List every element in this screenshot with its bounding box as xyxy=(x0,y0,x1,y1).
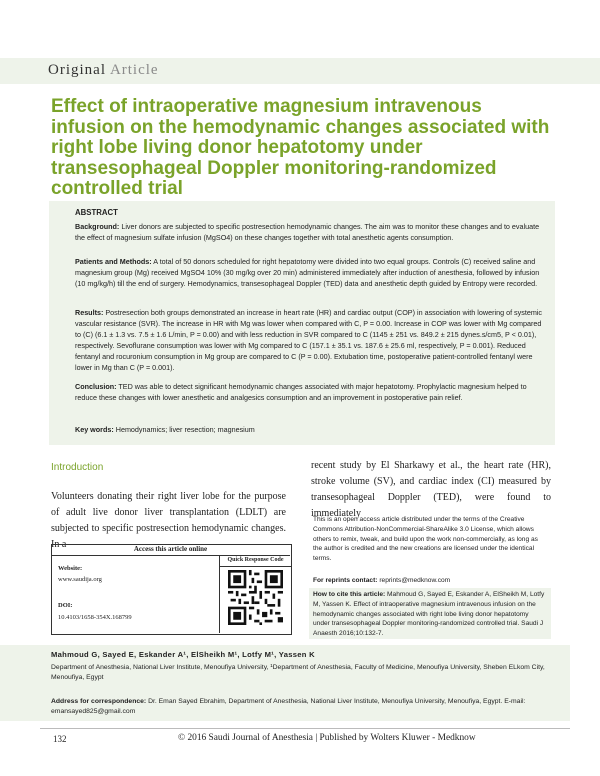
citation xyxy=(313,590,545,639)
website-link[interactable]: www.saudija.org xyxy=(58,576,102,583)
background-text: Liver donors are subjected to specific postresection hemodynamic changes. The aim was to monitor these changes and to evaluate the effect of magnesium sulfate infusion (MgSO4) on these changes together with total anesthetic agents consumption. xyxy=(75,222,540,243)
reprints-contact xyxy=(313,576,545,586)
qr-label: Quick Response Code xyxy=(219,555,291,567)
background-label: Background: xyxy=(75,222,120,231)
citation-text: Mahmoud G, Sayed E, Eskander A, ElSheikh M, Lotfy M, Yassen K. Effect of intraoperative magnesium intravenous infusion on the hemodynamic changes associated with right lobe living donor hepatotomy under transesophageal Doppler monitoring-randomized controlled trial. Saudi J Anaesth 2016;10:132-7. xyxy=(313,591,545,638)
abstract-keywords xyxy=(75,424,548,435)
article-type-first: Original xyxy=(48,62,106,78)
results-text: Postresection both groups demonstrated an increase in heart rate (HR) and cardiac output (COP) in association with lowering of systemic vascular resistance (SVR). The increase in HR with Mg was lower when compared with C, P = 0.00. Increase in COP was lower with Mg compared to (C) (6.1 ± 1.3 vs. 7.5 ± 1.6 L/min, P = 0.00) and with less reduction in SVR compared to C (1145 ± 251 vs. 849.2 ± 215 dynes.s/cm5, P < 0.01), respectively. Sevoflurane consumption was lower with Mg compared to C (157.1 ± 35.1 vs. 187.6 ± 25.6 ml, respectively, P = 0.001). Reduced fentanyl and rocuronium consumption in Mg group are compared to C (P = 0.00). Extubation time, postoperative patient-controlled fentanyl were lower in Mg than C (P = 0.001). xyxy=(75,308,543,373)
intro-paragraph: Volunteers donating their right liver lobe for the purpose of adult live donor liver transplantation (LDLT) are subjected to specific postresection hemodynamic changes. In a xyxy=(51,491,286,550)
license-text: This is an open access article distributed under the terms of the Creative Commons Attribution-NonCommercial-ShareAlike 3.0 License, which allows others to remix, tweak, and build upon the work non-commercially, as long as the author is credited and the new creations are licensed under the identical terms. xyxy=(313,516,538,563)
results-label: Results: xyxy=(75,308,104,317)
footer-copyright: © 2016 Saudi Journal of Anesthesia | Published by Wolters Kluwer - Medknow xyxy=(178,733,476,743)
abstract-background xyxy=(75,221,548,243)
website-label: Website: xyxy=(58,565,83,572)
qr-code-icon xyxy=(228,570,283,625)
access-divider xyxy=(219,566,220,633)
author-list: Mahmoud G, Sayed E, Eskander A¹, ElSheikh M¹, Lotfy M¹, Yassen K xyxy=(51,650,315,659)
methods-text: A total of 50 donors scheduled for right hepatotomy were divided into two equal groups. Controls (C) received saline and magnesium group (Mg) received MgSO4 10% (30 mg/kg over 20 min) administered immediately after induction of anesthesia, followed by infusion (10 mg/kg/h) till the end of surgery. Hemodynamics, transesophageal Doppler (TED) data and anesthetic depth guided by Entropy were recorded. xyxy=(75,257,540,289)
abstract-results xyxy=(75,307,548,374)
abstract-heading: ABSTRACT xyxy=(75,208,118,217)
reprints-label: For reprints contact: xyxy=(313,577,378,584)
doi-label: DOI: xyxy=(58,602,73,609)
correspondence-text: Dr. Eman Sayed Ebrahim, Department of Anesthesia, National Liver Institute, Menoufiya University, Menoufiya, Egypt. E-mail: emansayed825@gmail.com xyxy=(51,698,526,715)
intro-heading: Introduction xyxy=(51,462,104,473)
abstract-conclusion xyxy=(75,381,548,403)
correspondence-address xyxy=(51,697,551,717)
article-type-second: Article xyxy=(109,62,159,78)
doi-value[interactable]: 10.4103/1658-354X.168799 xyxy=(58,614,132,621)
article-type-label xyxy=(48,62,159,79)
methods-label: Patients and Methods: xyxy=(75,257,152,266)
article-title: Effect of intraoperative magnesium intravenous infusion on the hemodynamic changes associated with right lobe living donor hepatotomy under transesophageal Doppler monitoring-randomized controlled trial xyxy=(51,96,550,199)
keywords-label: Key words: xyxy=(75,425,114,434)
correspondence-label: Address for correspondence: xyxy=(51,698,147,705)
affiliations: Department of Anesthesia, National Liver Institute, Menoufiya University, ¹Department of Anesthesia, Faculty of Medicine, Menoufiya University, Sheben ELkom City, Menoufiya, Egypt xyxy=(51,664,545,681)
conclusion-text: TED was able to detect significant hemodynamic changes associated with major hepatotomy. Prophylactic magnesium helped to reduce these changes with lower anesthetic and analgesics consumption and an improvement in postoperative pain relief. xyxy=(75,382,527,403)
reprints-email[interactable]: reprints@medknow.com xyxy=(379,577,451,584)
keywords-text: Hemodynamics; liver resection; magnesium xyxy=(115,425,255,434)
conclusion-label: Conclusion: xyxy=(75,382,117,391)
abstract-methods xyxy=(75,256,548,289)
page-number: 132 xyxy=(53,734,67,744)
footer-divider xyxy=(40,728,570,729)
intro-paragraph-continued: recent study by El Sharkawy et al., the heart rate (HR), stroke volume (SV), and cardiac index (CI) measured by transesophageal Doppler (TED), were found to immediately xyxy=(311,460,551,519)
citation-label: How to cite this article: xyxy=(313,591,386,598)
access-heading: Access this article online xyxy=(51,544,290,556)
